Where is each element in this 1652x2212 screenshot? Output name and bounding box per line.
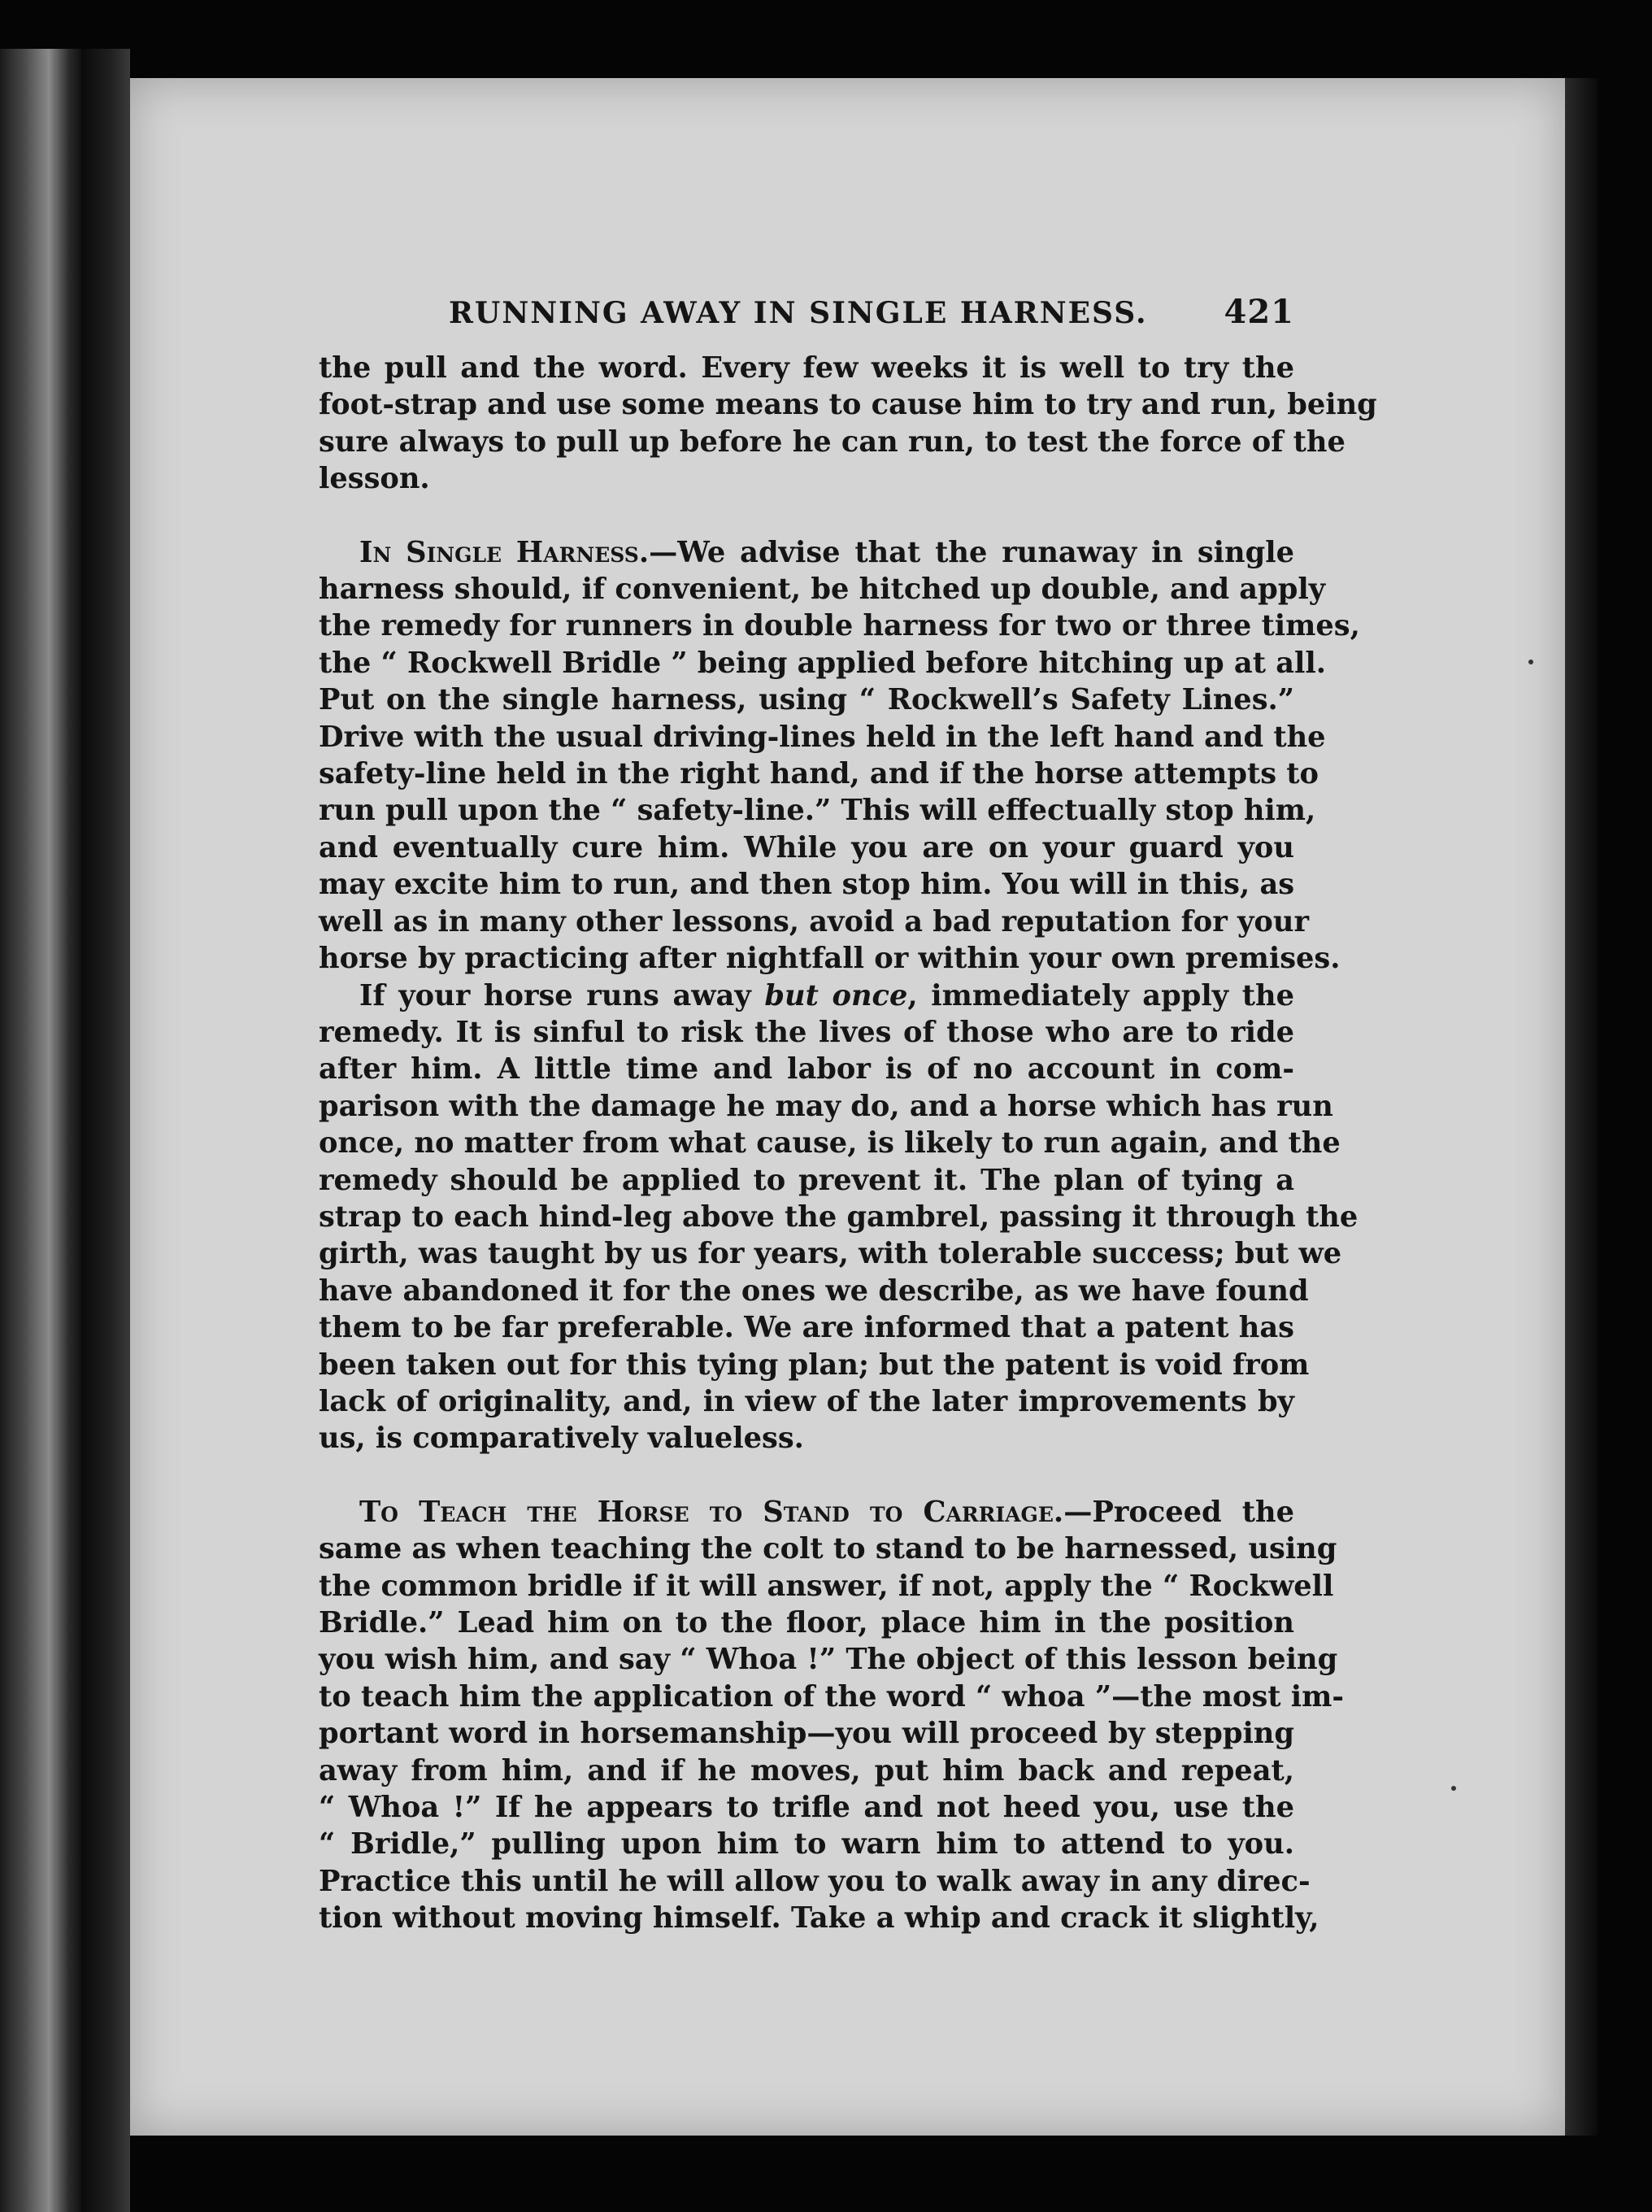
text-line: To Teach the Horse to Stand to Carriage.—Proceed the bbox=[359, 1495, 1294, 1529]
text-line: If your horse runs away but once, immediately apply the bbox=[359, 978, 1294, 1012]
page-text bbox=[319, 293, 1377, 1937]
text-line: Drive with the usual driving-lines held in the left hand and the bbox=[319, 720, 1326, 754]
text-line: may excite him to run, and then stop him. You will in this, as bbox=[319, 868, 1295, 902]
gutter-shadow bbox=[81, 49, 130, 2212]
text-line: tion without moving himself. Take a whip and crack it slightly, bbox=[319, 1901, 1319, 1936]
text-line: “ Whoa !” If he appears to trifle and not heed you, use the bbox=[319, 1791, 1294, 1825]
dust-speck bbox=[1451, 1786, 1456, 1791]
text-line: Put on the single harness, using “ Rockwell’s Safety Lines.” bbox=[319, 683, 1294, 717]
text-line: and eventually cure him. While you are on your guard you bbox=[319, 830, 1294, 864]
text-line: the pull and the word. Every few weeks it is well to try the bbox=[319, 351, 1294, 385]
text-line: away from him, and if he moves, put him back and repeat, bbox=[319, 1753, 1294, 1787]
text-line: the remedy for runners in double harness for two or three times, bbox=[319, 609, 1360, 643]
text-line: foot-strap and use some means to cause him to try and run, being bbox=[319, 388, 1377, 422]
text-line: them to be far preferable. We are informed that a patent has bbox=[319, 1311, 1294, 1345]
section-heading: In Single Harness. bbox=[359, 535, 650, 569]
text-line: have abandoned it for the ones we describe, as we have found bbox=[319, 1274, 1309, 1308]
text-line: harness should, if convenient, be hitched up double, and apply bbox=[319, 573, 1326, 607]
text-line: strap to each hind-leg above the gambrel, passing it through the bbox=[319, 1200, 1359, 1234]
text-line: In Single Harness.—We advise that the runaway in single bbox=[359, 535, 1294, 569]
paragraph-stand-to-carriage bbox=[319, 1494, 1344, 1937]
section-heading: To Teach the Horse to Stand to Carriage. bbox=[359, 1495, 1064, 1529]
text-line: girth, was taught by us for years, with tolerable success; but we bbox=[319, 1237, 1342, 1271]
text-line: you wish him, and say “ Whoa !” The object of this lesson being bbox=[319, 1643, 1338, 1677]
text-line: horse by practicing after nightfall or within your own premises. bbox=[319, 942, 1341, 976]
text-line: after him. A little time and labor is of no account in com- bbox=[319, 1052, 1294, 1086]
text-line: us, is comparatively valueless. bbox=[319, 1422, 804, 1456]
text-line: lack of originality, and, in view of the later improvements by bbox=[319, 1384, 1294, 1418]
text-line: the common bridle if it will answer, if not, apply the “ Rockwell bbox=[319, 1569, 1334, 1603]
text-line: “ Bridle,” pulling upon him to warn him to attend to you. bbox=[319, 1827, 1294, 1861]
page-number: 421 bbox=[1224, 293, 1294, 331]
text-line: remedy should be applied to prevent it. The plan of tying a bbox=[319, 1163, 1294, 1197]
emphasis-text: but once bbox=[764, 978, 908, 1012]
paragraph-in-single-harness bbox=[319, 534, 1360, 978]
text-line: been taken out for this tying plan; but the patent is void from bbox=[319, 1348, 1310, 1382]
text-line: portant word in horsemanship—you will proceed by stepping bbox=[319, 1717, 1294, 1751]
text-line: same as when teaching the colt to stand to be harnessed, using bbox=[319, 1532, 1337, 1566]
book-spine-edge bbox=[0, 49, 81, 2212]
text-line: Practice this until he will allow you to walk away in any direc- bbox=[319, 1864, 1311, 1898]
text-line: to teach him the application of the word “ whoa ”—the most im- bbox=[319, 1679, 1344, 1713]
text-line: the “ Rockwell Bridle ” being applied before hitching up at all. bbox=[319, 646, 1326, 680]
paragraph-1 bbox=[319, 350, 1377, 498]
text-line: remedy. It is sinful to risk the lives of those who are to ride bbox=[319, 1015, 1294, 1049]
paragraph-runs-away-once bbox=[319, 978, 1359, 1457]
text-line: Bridle.” Lead him on to the floor, place him in the position bbox=[319, 1606, 1294, 1639]
text-line: sure always to pull up before he can run, to test the force of the bbox=[319, 425, 1346, 459]
text-line: well as in many other lessons, avoid a bad reputation for your bbox=[319, 904, 1310, 938]
text-line: once, no matter from what cause, is likely to run again, and the bbox=[319, 1126, 1341, 1160]
running-header bbox=[449, 293, 1294, 350]
page-right-shadow bbox=[1565, 78, 1598, 2136]
text-line: lesson. bbox=[319, 462, 430, 496]
text-line: safety-line held in the right hand, and if the horse attempts to bbox=[319, 757, 1319, 791]
text-line: parison with the damage he may do, and a horse which has run bbox=[319, 1089, 1333, 1123]
dust-speck bbox=[1528, 660, 1533, 664]
text-line: run pull upon the “ safety-line.” This will effectually stop him, bbox=[319, 794, 1316, 828]
running-title: RUNNING AWAY IN SINGLE HARNESS. bbox=[449, 296, 1148, 330]
